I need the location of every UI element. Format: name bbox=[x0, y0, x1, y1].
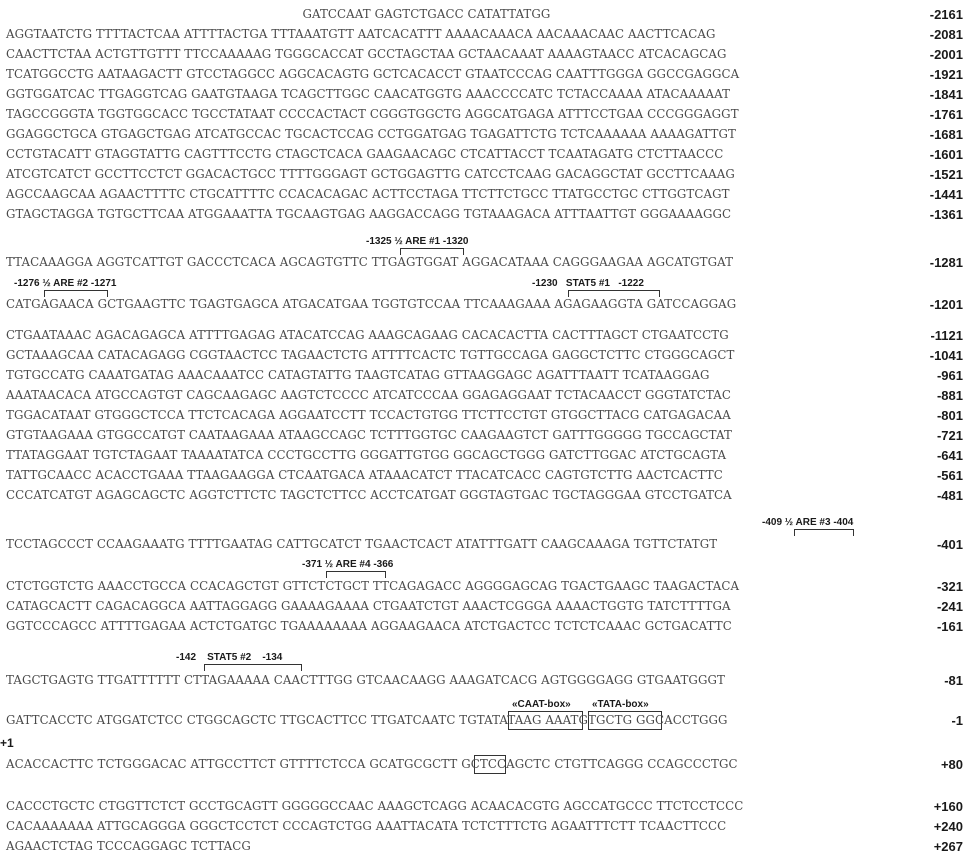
sequence-row: TTATAGGAAT TGTCTAGAAT TAAAATATCA CCCTGCCTTG GGGATTGTGG GGCAGCTGGG GATCTTGGAC ATCTGCAGTA bbox=[6, 448, 727, 462]
position-number: -481 bbox=[936, 488, 963, 503]
position-number: -81 bbox=[944, 673, 963, 688]
sequence-row: GCTAAAGCAA CATACAGAGG CGGTAACTCC TAGAACTCTG ATTTTCACTC TGTTGCCAGA GAGGCTCTTC CTGGGCAGCT bbox=[6, 348, 735, 362]
sequence-row: GATCCAAT GAGTCTGACC CATATTATGG bbox=[6, 7, 551, 21]
sequence-row: GTGTAAGAAA GTGGCCATGT CAATAAGAAA ATAAGCCAGC TCTTTGGTGC CAAGAAGTCT GATTTGGGGG TGCCAGCTAT bbox=[6, 428, 732, 442]
sequence-row: TCCTAGCCCT CCAAGAAATG TTTTGAATAG CATTGCATCT TGAACTCACT ATATTTGATT CAAGCAAAGA TGTTCTATGT bbox=[6, 537, 718, 551]
position-number: +160 bbox=[933, 799, 963, 814]
sequence-row: TAGCTGAGTG TTGATTTTTT CTTAGAAAAA CAACTTTGG GTCAACAAGG AAAGATCACG AGTGGGGAGG GTGAATGGGT bbox=[6, 673, 725, 687]
position-number: -321 bbox=[936, 579, 963, 594]
sequence-row: AAATAACACA ATGCCAGTGT CAGCAAGAGC AAGTCTCCCC ATCATCCCAA GGAGAGGAAT TCTACAACCT GGGTATCTAC bbox=[6, 388, 731, 402]
position-number: +240 bbox=[933, 819, 963, 834]
sequence-row: GATTCACCTC ATGGATCTCC CTGGCAGCTC TTGCACTTCC TTGATCAATC TGTATATAAG AAATGTGCTG GGCACCTGGG bbox=[6, 713, 728, 727]
are4-label: -371 ½ ARE #4 -366 bbox=[302, 559, 394, 570]
tata-box-label: «TATA-box» bbox=[592, 699, 649, 710]
sequence-row: CCCATCATGT AGAGCAGCTC AGGTCTTCTC TAGCTCTTCC ACCTCATGAT GGGTAGTGAC TGCTAGGGAA GTCCTGATCA bbox=[6, 488, 732, 502]
position-number: -1521 bbox=[929, 167, 963, 182]
position-number: +267 bbox=[933, 839, 963, 854]
position-number: -1 bbox=[951, 713, 963, 728]
position-number: -1681 bbox=[929, 127, 963, 142]
sequence-row: GGAGGCTGCA GTGAGCTGAG ATCATGCCAC TGCACTCCAG CCTGGATGAG TGAGATTCTG TCTCAAAAAA AAAAGATTGT bbox=[6, 127, 736, 141]
sequence-row: TGTGCCATG CAAATGATAG AAACAAATCC CATAGTATTG TAAGTCATAG GTTAAGGAGC AGATTTAATT TCATAAGGAG bbox=[6, 368, 710, 382]
transcription-start-label: +1 bbox=[0, 736, 14, 750]
sequence-row: CAACTTCTAA ACTGTTGTTT TTCCAAAAAG TGGGCACCAT GCCTAGCTAA GCTAACAAAT AAAAGTAACC ATCACAGCAG bbox=[6, 47, 727, 61]
stat5-2-label: -142 STAT5 #2 -134 bbox=[176, 652, 283, 663]
are2-bracket bbox=[44, 290, 108, 297]
sequence-row: CACAAAAAAA ATTGCAGGGA GGGCTCCTCT CCCAGTCTGG AAATTACATA TCTCTTTCTG AGAATTTCTT TCAACTTCCC bbox=[6, 819, 727, 833]
are3-bracket bbox=[794, 529, 854, 536]
sequence-row: AGGTAATCTG TTTTACTCAA ATTTTACTGA TTTAAATGTT AATCACATTT AAAACAAACA AACAAACAAC AACTTCACAG bbox=[6, 27, 716, 41]
position-number: -2081 bbox=[929, 27, 963, 42]
position-number: -961 bbox=[936, 368, 963, 383]
stat5-1-bracket bbox=[568, 290, 660, 297]
sequence-row: CACCCTGCTC CTGGTTCTCT GCCTGCAGTT GGGGGCCAAC AAAGCTCAGG ACAACACGTG AGCCATGCCC TTCTCCTCCC bbox=[6, 799, 744, 813]
position-number: -801 bbox=[936, 408, 963, 423]
position-number: -1761 bbox=[929, 107, 963, 122]
are2-label: -1276 ½ ARE #2 -1271 bbox=[14, 278, 117, 289]
sequence-row: TGGACATAAT GTGGGCTCCA TTCTCACAGA AGGAATCCTT TCCACTGTGG TTCTTCCTGT GTGGCTTACG CATGAGACAA bbox=[6, 408, 731, 422]
are1-label: -1325 ½ ARE #1 -1320 bbox=[366, 236, 469, 247]
position-number: -401 bbox=[936, 537, 963, 552]
sequence-row: CTCTGGTCTG AAACCTGCCA CCACAGCTGT GTTCTCTGCT TTCAGAGACC AGGGGAGCAG TGACTGAAGC TAAGACTACA bbox=[6, 579, 740, 593]
position-number: -1601 bbox=[929, 147, 963, 162]
position-number: -1121 bbox=[930, 328, 963, 343]
position-number: -2161 bbox=[929, 7, 963, 22]
sequence-row: TATTGCAACC ACACCTGAAA TTAAGAAGGA CTCAATGACA ATAAACATCT TTACATCACC CAGTGTCTTG AACTCACTTC bbox=[6, 468, 723, 482]
sequence-row: GGTGGATCAC TTGAGGTCAG GAATGTAAGA TCAGCTTGGC CAACATGGTG AAACCCCATC TCTACCAAAA ATACAAAAAT bbox=[6, 87, 731, 101]
are4-bracket bbox=[326, 571, 386, 578]
position-number: -641 bbox=[936, 448, 963, 463]
sequence-row: TAGCCGGGTA TGGTGGCACC TGCCTATAAT CCCCACTACT CGGGTGGCTG AGGCATGAGA ATTTCCTGAA CCCGGGAGGT bbox=[6, 107, 739, 121]
are3-label: -409 ½ ARE #3 -404 bbox=[762, 517, 854, 528]
position-number: -721 bbox=[936, 428, 963, 443]
position-number: -1921 bbox=[929, 67, 963, 82]
sequence-row: CCTGTACATT GTAGGTATTG CAGTTTCCTG CTAGCTCACA GAAGAACAGC CTCATTACCT TCAATAGATG CTCTTAACCC bbox=[6, 147, 724, 161]
sequence-row: CATGAGAACA GCTGAAGTTC TGAGTGAGCA ATGACATGAA TGGTGTCCAA TTCAAAGAAA AGAGAAGGTA GATCCAGGAG bbox=[6, 297, 737, 311]
position-number: -161 bbox=[936, 619, 963, 634]
sequence-row: CATAGCACTT CAGACAGGCA AATTAGGAGG GAAAAGAAAA CTGAATCTGT AAACTCGGGA AAAACTGGTG TATCTTTTGA bbox=[6, 599, 731, 613]
are1-bracket bbox=[400, 248, 464, 255]
sequence-row: AGAACTCTAG TCCCAGGAGC TCTTACG bbox=[6, 839, 251, 853]
position-number: -1361 bbox=[929, 207, 963, 222]
position-number: -241 bbox=[936, 599, 963, 614]
stat5-1-label: -1230 STAT5 #1 -1222 bbox=[532, 278, 644, 289]
position-number: -881 bbox=[936, 388, 963, 403]
caat-box-label: «CAAT-box» bbox=[512, 699, 571, 710]
sequence-row: TCATGGCCTG AATAAGACTT GTCCTAGGCC AGGCACAGTG GCTCACACCT GTAATCCCAG CAATTTGGGA GGCCGAGGCA bbox=[6, 67, 740, 81]
position-number: -1841 bbox=[929, 87, 963, 102]
sequence-row: GTAGCTAGGA TGTGCTTCAA ATGGAAATTA TGCAAGTGAG AAGGACCAGG TGTAAAGACA ATTTAATTGT GGGAAAAGGC bbox=[6, 207, 732, 221]
position-number: -2001 bbox=[929, 47, 963, 62]
position-number: -1441 bbox=[929, 187, 963, 202]
sequence-row: GGTCCCAGCC ATTTTGAGAA ACTCTGATGC TGAAAAAAAA AGGAAGAACA ATCTGACTCC TCTCTCAAAC GCTGACATTC bbox=[6, 619, 732, 633]
sequence-row: AGCCAAGCAA AGAACTTTTC CTGCATTTTC CCACACAGAC ACTTCCTAGA TTCTTCTGCC TTATGCCTGC CTTGGTCAGT bbox=[6, 187, 730, 201]
position-number: -1281 bbox=[929, 255, 963, 270]
sequence-row: ACACCACTTC TCTGGGACAC ATTGCCTTCT GTTTTCTCCA GCATGCGCTT GCTCCAGCTC CTGTTCAGGG CCAGCCCTGC bbox=[6, 757, 738, 771]
sequence-row: CTGAATAAAC AGACAGAGCA ATTTTGAGAG ATACATCCAG AAAGCAGAAG CACACACTTA CACTTTAGCT CTGAATCCTG bbox=[6, 328, 729, 342]
sequence-row: ATCGTCATCT GCCTTCCTCT GGACACTGCC TTTTGGGAGT GCTGGAGTTG CATCCTCAAG GACAGGCTAT GCCTTCAAAG bbox=[6, 167, 735, 181]
stat5-2-bracket bbox=[204, 664, 302, 671]
sequence-row: TTACAAAGGA AGGTCATTGT GACCCTCACA AGCAGTGTTC TTGAGTGGAT AGGACATAAA CAGGGAAGAA AGCATGTGAT bbox=[6, 255, 734, 269]
position-number: -561 bbox=[936, 468, 963, 483]
position-number: +80 bbox=[940, 757, 963, 772]
position-number: -1201 bbox=[929, 297, 963, 312]
position-number: -1041 bbox=[929, 348, 963, 363]
